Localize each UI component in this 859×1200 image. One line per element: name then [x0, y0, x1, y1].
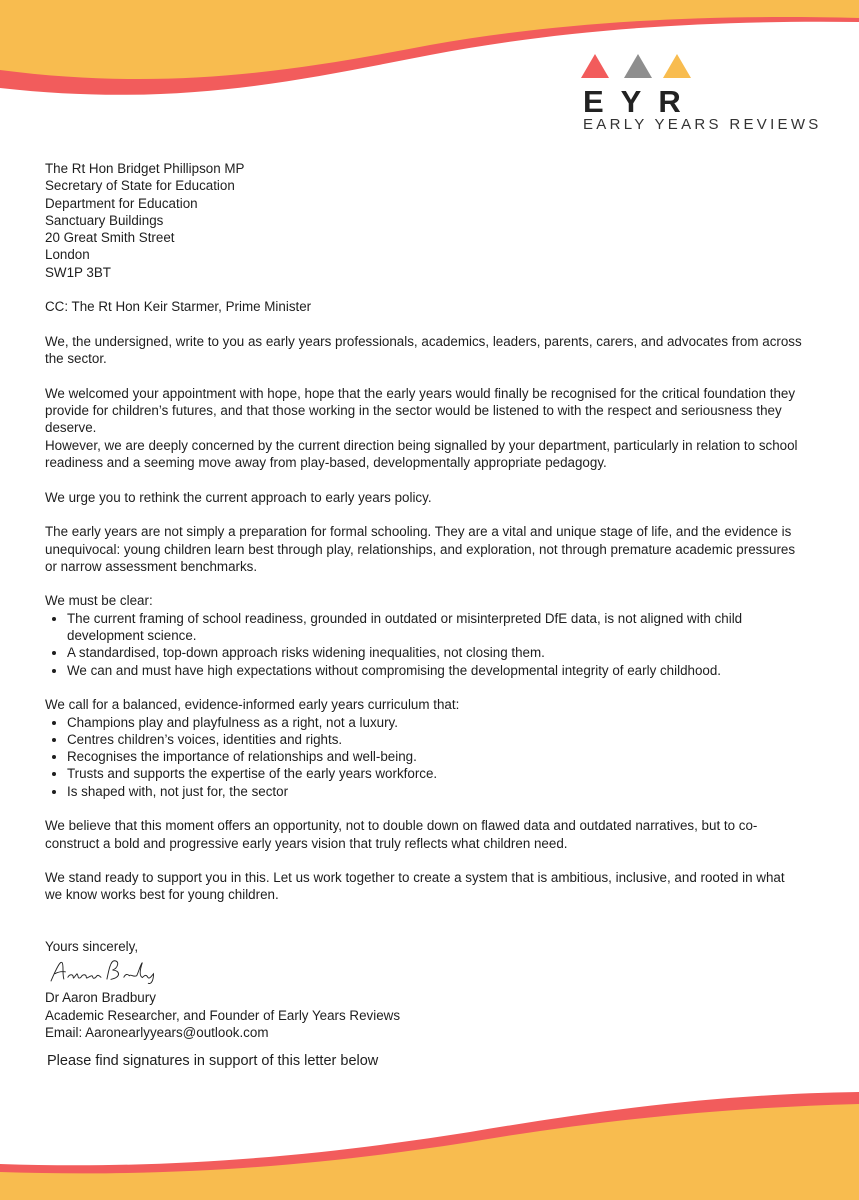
paragraph-early-years: The early years are not simply a preparation for formal schooling. They are a vital and unique stage of life, and the evidence is unequivocal: young children learn best through play, relationships, and exploration, not through premature academic pressures or narrow assessment benchmarks. — [45, 524, 796, 574]
paragraph-support: We stand ready to support you in this. Let us work together to create a system that is ambitious, inclusive, and rooted in what we know works best for young children. — [45, 870, 785, 903]
paragraph-opportunity: We believe that this moment offers an opportunity, not to double down on flawed data and outdated narratives, but to co-construct a bold and progressive early years vision that truly reflects what children need. — [45, 818, 758, 851]
list-item: • The current framing of school readiness, grounded in outdated or misinterpreted DfE data, is not aligned with child development science. — [67, 610, 805, 645]
list-item: • A standardised, top-down approach risks widening inequalities, not closing them. — [67, 644, 805, 661]
list-item: • Is shaped with, not just for, the sector — [67, 783, 805, 800]
address-line: Sanctuary Buildings — [45, 212, 164, 228]
bottom-wave-decoration — [0, 1080, 859, 1200]
list-item: • Centres children’s voices, identities and rights. — [67, 731, 805, 748]
handwritten-signature — [45, 957, 165, 985]
address-line: SW1P 3BT — [45, 264, 111, 280]
address-line: Department for Education — [45, 195, 198, 211]
list-item: • Champions play and playfulness as a right, not a luxury. — [67, 714, 805, 731]
recipient-address — [45, 160, 805, 281]
closing-line: Yours sincerely, — [45, 938, 139, 954]
signatory-title: Academic Researcher, and Founder of Early Years Reviews — [45, 1007, 401, 1023]
paragraph-welcome: We welcomed your appointment with hope, hope that the early years would finally be recognised for the critical foundation they provide for children’s futures, and that those working in the sector would be listened to with the respect and seriousness they deserve. — [45, 385, 796, 436]
logo-triangles-icon — [581, 52, 691, 80]
logo-tagline: EARLY YEARS REVIEWS — [583, 116, 822, 133]
logo-wordmark: EYR — [583, 84, 698, 119]
list-item: • Trusts and supports the expertise of the early years workforce. — [67, 765, 805, 782]
address-line: London — [45, 247, 90, 263]
cc-line: CC: The Rt Hon Keir Starmer, Prime Minister — [45, 299, 312, 315]
signatory-email: Email: Aaronearlyyears@outlook.com — [45, 1024, 269, 1040]
paragraph-urge: We urge you to rethink the current approach to early years policy. — [45, 489, 432, 505]
curriculum-list — [45, 714, 805, 800]
paragraph-must-be-clear: We must be clear: — [45, 593, 153, 609]
signoff-block — [45, 938, 805, 1041]
paragraph-call-for: We call for a balanced, evidence-informed early years curriculum that: — [45, 697, 460, 713]
signatory-name: Dr Aaron Bradbury — [45, 990, 156, 1006]
address-line: Secretary of State for Education — [45, 178, 235, 194]
paragraph-concern: However, we are deeply concerned by the current direction being signalled by your department, particularly in relation to school readiness and a seeming move away from play-based, developmentally appropriate pedagogy. — [45, 437, 798, 471]
list-item: • Recognises the importance of relationships and well-being. — [67, 748, 805, 765]
concerns-list — [45, 610, 805, 679]
address-line: The Rt Hon Bridget Phillipson MP — [45, 161, 245, 176]
eyr-logo — [575, 52, 835, 142]
paragraph-intro: We, the undersigned, write to you as early years professionals, academics, leaders, parents, carers, and advocates from across the sector. — [45, 333, 802, 367]
address-line: 20 Great Smith Street — [45, 230, 175, 246]
list-item: • We can and must have high expectations without compromising the developmental integrity of early childhood. — [67, 662, 805, 679]
signatures-note: Please find signatures in support of this letter below — [47, 1053, 379, 1069]
letter-body — [45, 160, 805, 1041]
